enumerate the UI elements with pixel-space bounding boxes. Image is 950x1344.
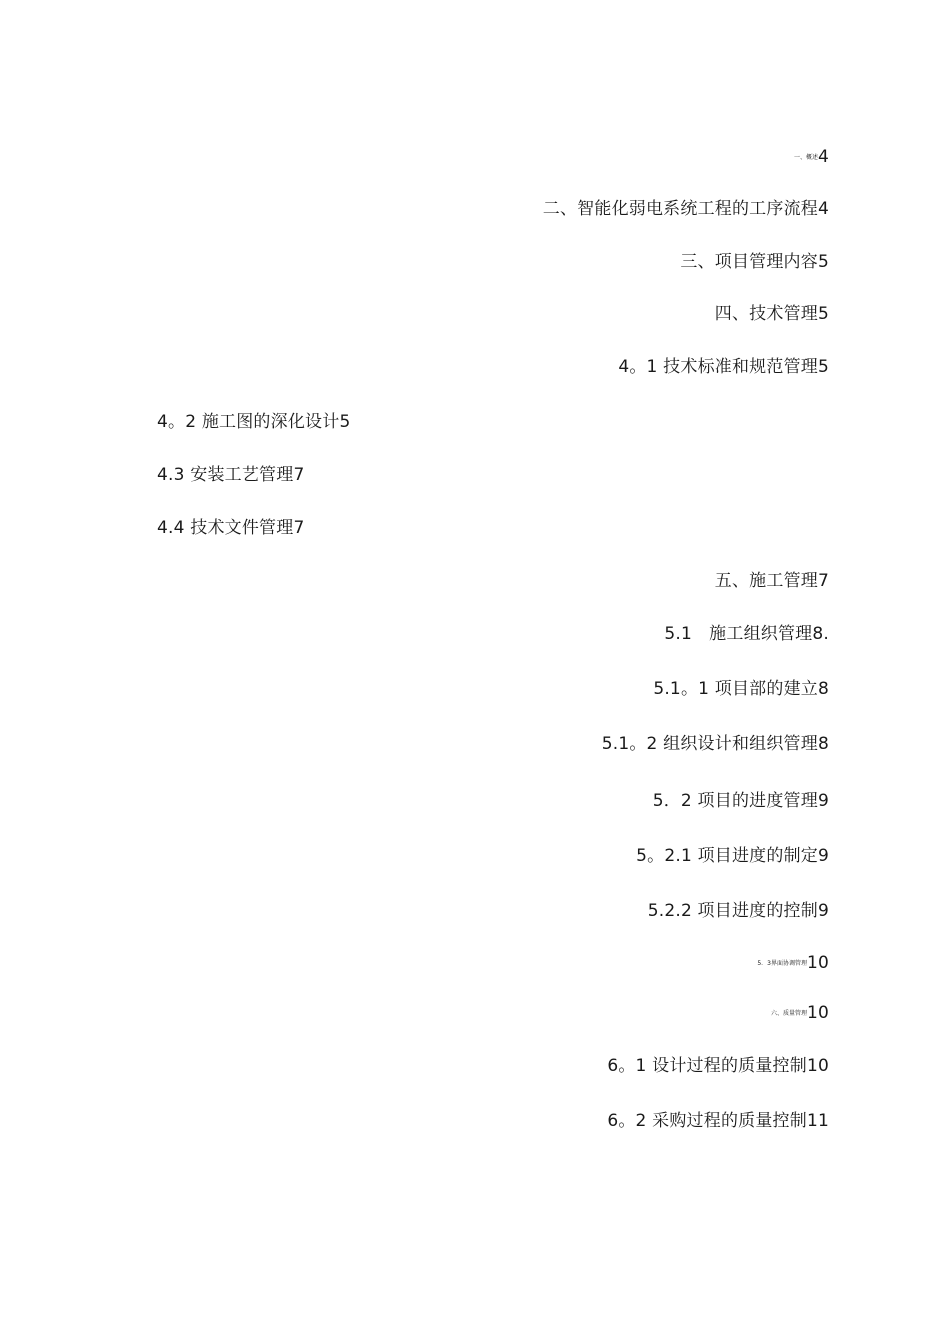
toc-entry-page: 11 xyxy=(806,1111,829,1131)
toc-entry-5-2-2[interactable] xyxy=(648,900,829,922)
toc-entry-5-2-1[interactable] xyxy=(636,845,829,867)
toc-entry-page: 8. xyxy=(812,624,829,644)
toc-entry-label: 5。2.1 项目进度的制定 xyxy=(636,846,818,866)
toc-entry-page: 4 xyxy=(817,199,829,219)
toc-entry-5-1-1[interactable] xyxy=(653,678,829,700)
toc-entry-page: 9 xyxy=(817,791,829,811)
toc-entry-5-1[interactable] xyxy=(664,623,829,645)
toc-entry-page: 9 xyxy=(817,901,829,921)
toc-entry-label: 五、施工管理 xyxy=(714,571,818,591)
toc-entry-label: 六、质量管理 xyxy=(770,1010,807,1017)
toc-entry-workflow[interactable] xyxy=(543,198,829,220)
toc-entry-label: 4.4 技术文件管理 xyxy=(157,518,294,538)
toc-entry-construction-management[interactable] xyxy=(715,570,829,592)
toc-entry-4-4[interactable] xyxy=(157,517,304,539)
toc-entry-label: 二、智能化弱电系统工程的工序流程 xyxy=(542,199,818,219)
toc-entry-label: 5.1。1 项目部的建立 xyxy=(653,679,818,699)
toc-entry-label: 三、项目管理内容 xyxy=(680,252,818,272)
toc-entry-page: 5 xyxy=(817,357,829,377)
toc-entry-page: 5 xyxy=(817,252,829,272)
toc-entry-page: 5 xyxy=(817,304,829,324)
toc-entry-5-1-2[interactable] xyxy=(602,733,829,755)
toc-entry-page: 7 xyxy=(817,571,829,591)
toc-entry-4-3[interactable] xyxy=(157,464,304,486)
toc-entry-label: 4。2 施工图的深化设计 xyxy=(157,412,340,432)
toc-entry-page: 5 xyxy=(339,412,351,432)
toc-entry-5-2[interactable] xyxy=(653,790,829,812)
toc-entry-page: 8 xyxy=(817,679,829,699)
toc-entry-page: 9 xyxy=(817,846,829,866)
toc-entry-page: 4 xyxy=(817,147,829,167)
toc-entry-label: 6。2 采购过程的质量控制 xyxy=(607,1111,807,1131)
toc-entry-page: 7 xyxy=(293,465,305,485)
toc-entry-label: 5.1 施工组织管理 xyxy=(664,624,813,644)
toc-entry-page: 10 xyxy=(806,953,829,973)
toc-entry-quality-management[interactable] xyxy=(771,1002,829,1025)
toc-entry-6-1[interactable] xyxy=(607,1055,829,1077)
toc-entry-label: 5.1。2 组织设计和组织管理 xyxy=(601,734,818,754)
toc-entry-label: 4。1 技术标准和规范管理 xyxy=(618,357,818,377)
toc-entry-project-content[interactable] xyxy=(680,251,829,273)
toc-entry-4-1[interactable] xyxy=(618,356,829,378)
toc-entry-label: 5.2.2 项目进度的控制 xyxy=(647,901,818,921)
toc-entry-label: 4.3 安装工艺管理 xyxy=(157,465,294,485)
toc-entry-label: 5．3界面协调管理 xyxy=(757,960,807,967)
toc-entry-label: 一、概述 xyxy=(793,154,818,161)
toc-entry-page: 8 xyxy=(817,734,829,754)
toc-entry-page: 7 xyxy=(293,518,305,538)
toc-entry-page: 10 xyxy=(806,1003,829,1023)
toc-entry-label: 四、技术管理 xyxy=(714,304,818,324)
toc-entry-6-2[interactable] xyxy=(607,1110,829,1132)
toc-entry-tech-management[interactable] xyxy=(715,303,829,325)
toc-entry-page: 10 xyxy=(806,1056,829,1076)
toc-entry-4-2[interactable] xyxy=(157,411,350,433)
toc-entry-overview[interactable] xyxy=(794,146,829,169)
toc-entry-5-3[interactable] xyxy=(757,952,829,975)
toc-entry-label: 6。1 设计过程的质量控制 xyxy=(607,1056,807,1076)
toc-entry-label: 5．2 项目的进度管理 xyxy=(652,791,818,811)
